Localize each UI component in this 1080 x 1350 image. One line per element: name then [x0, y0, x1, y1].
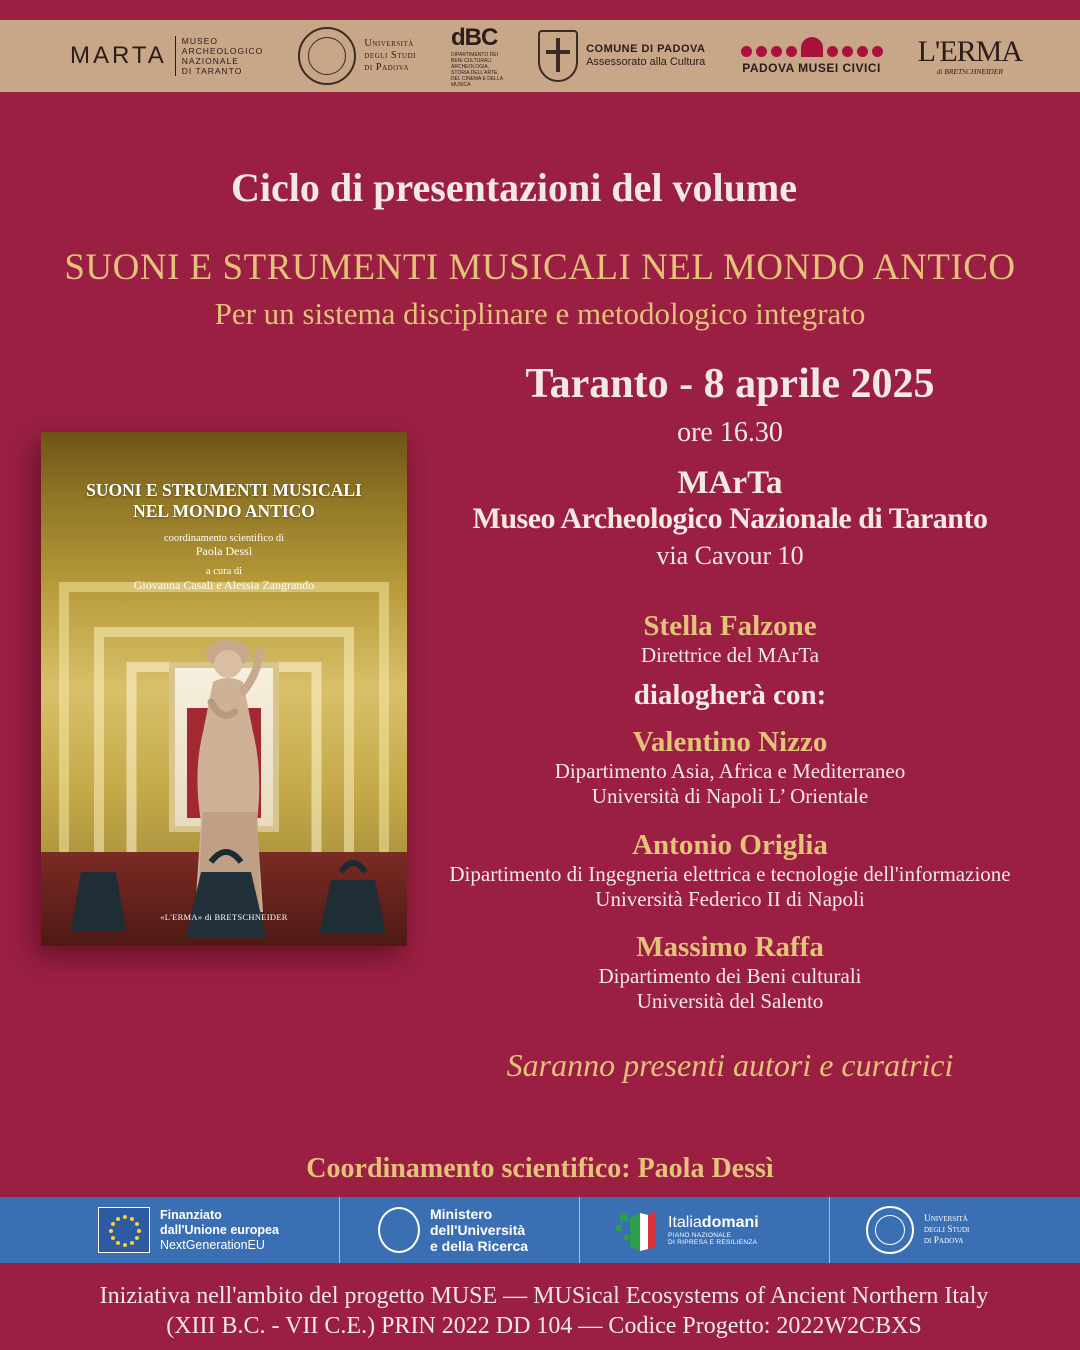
book-subtitle-heading: Per un sistema disciplinare e metodologico integrato	[214, 296, 866, 331]
italian-emblem-icon	[378, 1207, 420, 1253]
cover-publisher: «L'ERMA» di BRETSCHNEIDER	[160, 912, 288, 922]
eu-star-icon	[109, 1229, 113, 1233]
speaker-affiliation: Università Federico II di Napoli	[595, 887, 865, 911]
cover-title	[41, 480, 407, 522]
unipd-seal-icon	[866, 1206, 914, 1254]
eu-star-icon	[137, 1229, 141, 1233]
comune-subtitle: Assessorato alla Cultura	[586, 56, 706, 68]
marta-logo	[70, 36, 263, 76]
speaker-name: Valentino Nizzo	[632, 726, 828, 758]
eu-star-icon	[123, 1215, 127, 1219]
funding-logos-band	[0, 1197, 1080, 1263]
italiadomani-sub: DI RIPRESA E RESILIENZA	[668, 1239, 758, 1246]
cover-cura-label: a cura di	[205, 566, 243, 577]
comune-title: COMUNE DI PADOVA	[586, 43, 706, 55]
speaker-name: Massimo Raffa	[636, 931, 824, 963]
marta-logo-subtitle	[175, 36, 263, 76]
unipd-line: di Padova	[364, 62, 410, 73]
marta-sub-line: NAZIONALE	[181, 56, 239, 66]
eu-star-icon	[135, 1222, 139, 1226]
marta-sub-line: DI TARANTO	[181, 66, 243, 76]
speaker-role: Dipartimento dei Beni culturali	[598, 964, 862, 988]
speaker-name: Antonio Origlia	[632, 829, 828, 861]
italiadomani-flag-icon	[614, 1207, 658, 1253]
unipd-logo	[298, 27, 416, 85]
musei-label: PADOVA MUSEI CIVICI	[742, 61, 881, 75]
eu-star-icon	[116, 1217, 120, 1221]
unipd-seal-icon	[298, 27, 356, 85]
book-title-heading: SUONI E STRUMENTI MUSICALI NEL MONDO ANTICO	[64, 247, 1016, 288]
eu-star-icon	[135, 1236, 139, 1240]
bronze-bells-image	[61, 832, 391, 942]
marta-sub-line: MUSEO	[181, 36, 218, 46]
venue-short-name: MArTa	[677, 465, 783, 501]
eu-line: NextGenerationEU	[160, 1237, 265, 1252]
cover-title-line: SUONI E STRUMENTI MUSICALI	[86, 480, 362, 500]
mur-line: e della Ricerca	[430, 1238, 529, 1254]
erma-logo-word: L'ERMA	[917, 34, 1022, 68]
speaker-role: Dipartimento di Ingegneria elettrica e tecnologie dell'informazione	[449, 862, 1011, 886]
speaker-affiliation: Università di Napoli L’ Orientale	[591, 784, 869, 808]
erma-logo-subtitle: di BRETSCHNEIDER	[936, 66, 1004, 76]
eu-star-icon	[111, 1222, 115, 1226]
dbc-logo-subtitle: DIPARTIMENTO DEI BENI CULTURALI ARCHEOLOGIA, STORIA DELL'ARTE, DEL CINEMA E DELLA MUSICA	[451, 52, 503, 88]
unipd-line: degli Studi	[924, 1224, 970, 1235]
venue-address: via Cavour 10	[656, 541, 804, 570]
padova-musei-civici-logo	[741, 37, 883, 75]
mur-logo	[340, 1197, 580, 1263]
eu-star-icon	[111, 1236, 115, 1240]
eu-star-icon	[123, 1243, 127, 1247]
unipd-line: Università	[364, 38, 414, 49]
speaker-role: Direttrice del MArTa	[640, 643, 820, 667]
guest-speaker	[420, 726, 1040, 809]
unipd-line: di Padova	[924, 1235, 964, 1246]
dbc-logo	[451, 24, 503, 88]
musei-dots-icon	[741, 37, 883, 57]
cover-editors: Giovanna Casali e Alessia Zangrando	[133, 578, 315, 592]
closing-note: Saranno presenti autori e curatrici	[506, 1047, 954, 1083]
mur-line: dell'Università	[430, 1222, 526, 1238]
cover-coord-name: Paola Dessì	[195, 544, 253, 558]
series-heading: Ciclo di presentazioni del volume	[231, 165, 797, 210]
eu-star-icon	[116, 1241, 120, 1245]
unipd-name	[364, 38, 416, 74]
italiadomani-word-bold: domani	[701, 1214, 759, 1231]
marta-sub-line: ARCHEOLOGICO	[181, 46, 264, 56]
eu-flag-icon	[98, 1207, 150, 1253]
eu-line: Finanziato	[160, 1207, 222, 1222]
eu-star-icon	[130, 1217, 134, 1221]
guest-speaker	[420, 829, 1040, 912]
italiadomani-sub: PIANO NAZIONALE	[668, 1232, 732, 1239]
event-date: Taranto - 8 aprile 2025	[525, 361, 935, 407]
mur-line: Ministero	[430, 1206, 493, 1222]
cover-coord-label: coordinamento scientifico di	[163, 533, 285, 544]
host-speaker	[420, 610, 1040, 668]
project-footer	[4, 1281, 1080, 1341]
footer-line: Iniziativa nell'ambito del progetto MUSE — MUSical Ecosystems of Ancient Northern Italy	[99, 1283, 989, 1309]
event-time: ore 16.30	[677, 417, 783, 448]
marta-logo-word: MARTA	[70, 42, 167, 69]
eu-star-icon	[130, 1241, 134, 1245]
speaker-role: Dipartimento Asia, Africa e Mediterraneo	[554, 759, 906, 783]
italiadomani-word: Italia	[668, 1214, 702, 1231]
erma-logo	[917, 34, 1022, 76]
eu-line: dall'Unione europea	[160, 1222, 279, 1237]
venue-full-name: Museo Archeologico Nazionale di Taranto	[472, 502, 988, 535]
speaker-affiliation: Università del Salento	[636, 989, 824, 1013]
book-cover	[41, 432, 407, 946]
italiadomani-logo	[580, 1197, 830, 1263]
partner-logos-band	[0, 20, 1080, 92]
guest-speaker	[420, 931, 1040, 1014]
scientific-coordination: Coordinamento scientifico: Paola Dessì	[306, 1153, 774, 1184]
cover-title-line: NEL MONDO ANTICO	[133, 501, 315, 521]
speaker-name: Stella Falzone	[643, 610, 817, 642]
comune-padova-logo	[538, 30, 705, 82]
footer-line: (XIII B.C. - VII C.E.) PRIN 2022 DD 104 — Codice Progetto: 2022W2CBXS	[166, 1313, 922, 1339]
unipd-footer-logo	[830, 1197, 1080, 1263]
dbc-logo-word: dBC	[451, 24, 498, 51]
unipd-line: Università	[924, 1213, 968, 1224]
comune-crest-icon	[538, 30, 578, 82]
unipd-line: degli Studi	[364, 50, 416, 61]
eu-funding-logo	[0, 1197, 340, 1263]
dialog-label: dialogherà con:	[633, 679, 827, 711]
